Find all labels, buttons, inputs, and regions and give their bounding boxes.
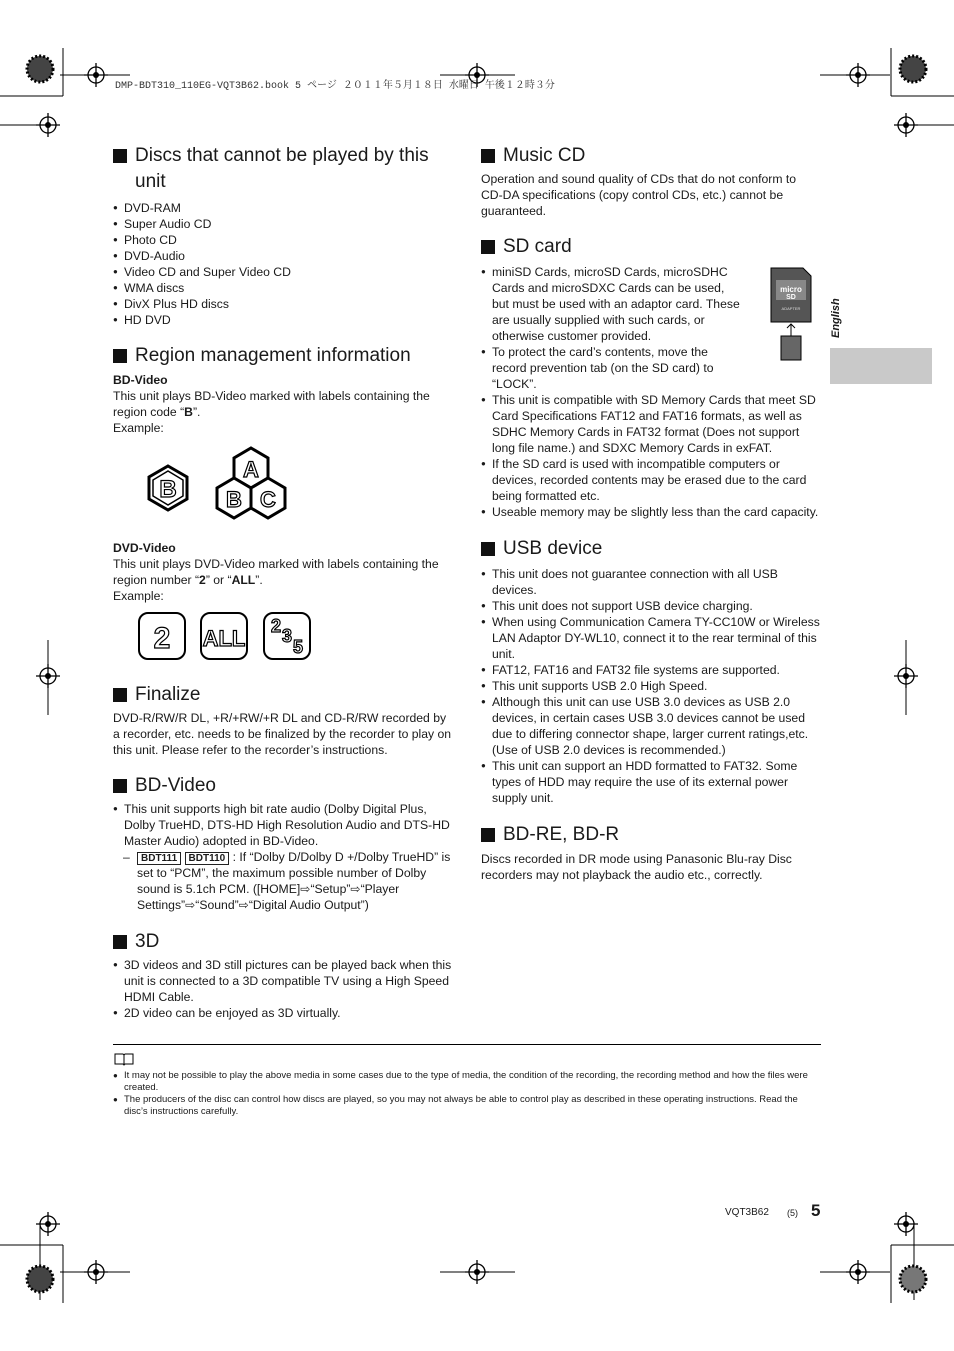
doc-sub-page: (5) xyxy=(787,1208,798,1218)
list-item: ● To protect the card’s contents, move the record prevention tab (on the SD card) to “LOCK”. xyxy=(481,344,821,392)
list-item: ● Useable memory may be slightly less than the card capacity. xyxy=(481,504,821,520)
bd-video-subitem: – BDT111 BDT110 : If “Dolby D/Dolby D +/Dolby TrueHD” is set to “PCM”, the maximum possible number of Dolby sound is 5.1ch PCM. ([HOME]⇨“Setup”⇨“Player Settings”⇨“Sound”⇨“Digital Audio Output”) xyxy=(123,850,451,912)
list-item: ● This unit does not guarantee connection with all USB devices. xyxy=(481,566,821,598)
bd-re-heading: BD-RE, BD-R xyxy=(481,822,821,848)
region-heading: Region management information xyxy=(113,343,455,369)
list-item: ● FAT12, FAT16 and FAT32 file systems are supported. xyxy=(481,662,821,678)
list-item: ● HD DVD xyxy=(113,312,455,328)
left-column xyxy=(113,143,455,1021)
list-item: ● miniSD Cards, microSD Cards, microSDHC Cards and microSDXC Cards can be used, but must be used with an adaptor card. These are usually supplied with such cards, or otherwise customer provided. xyxy=(481,264,821,344)
region-mark: 3 xyxy=(282,626,293,646)
list-item: ● Photo CD xyxy=(113,232,455,248)
dvd-video-label: DVD-Video xyxy=(113,541,176,555)
finalize-text: DVD-R/RW/R DL, +R/+RW/+R DL and CD-R/RW recorded by a recorder, etc. needs to be finalized by the recorder to play on this unit. Please refer to the recorder’s instructions. xyxy=(113,711,452,757)
right-column xyxy=(481,143,821,883)
music-cd-heading: Music CD xyxy=(481,143,821,169)
discs-heading: Discs that cannot be played by this unit xyxy=(113,143,455,195)
list-item: ● Although this unit can use USB 3.0 devices as USB 2.0 devices, in certain cases USB 3.0 devices cannot be used due to differing connector shape, larger current ratings,etc. (Use of USB 2.0 devices is recommended.) xyxy=(481,694,821,758)
list-item: ● Video CD and Super Video CD xyxy=(113,264,455,280)
region-mark: A xyxy=(243,457,259,482)
sd-card-heading: SD card xyxy=(481,234,821,260)
card-label: micro xyxy=(780,285,802,294)
footnote-item: ● The producers of the disc can control how discs are played, so you may not always be able to control play as described in these operating instructions. Read the disc’s instructions carefully. xyxy=(113,1094,821,1118)
list-item: ● This unit does not support USB device charging. xyxy=(481,598,821,614)
list-item: ● 3D videos and 3D still pictures can be played back when this unit is connected to a 3D compatible TV using a High Speed HDMI Cable. xyxy=(113,957,455,1005)
list-item: ● DivX Plus HD discs xyxy=(113,296,455,312)
music-cd-text: Operation and sound quality of CDs that do not conform to CD-DA specifications (copy control CDs, etc.) cannot be guaranteed. xyxy=(481,172,797,218)
example-label: Example: xyxy=(113,421,164,435)
list-item: ● DVD-Audio xyxy=(113,248,455,264)
list-item: ● If the SD card is used with incompatible computers or devices, recorded contents may be erased due to the card being formatted etc. xyxy=(481,456,821,504)
bd-video-list xyxy=(113,801,455,849)
3d-list xyxy=(113,957,455,1021)
list-item: ● This unit is compatible with SD Memory Cards that meet SD Card Specifications FAT12 and FAT16 formats, as well as SDHC Memory Cards in FAT32 format (Does not support long file name.) and SDXC Memory Cards in exFAT. xyxy=(481,392,821,456)
model-tag: BDT111 xyxy=(137,852,181,865)
sd-card-list xyxy=(481,264,821,520)
footnotes xyxy=(113,1070,821,1118)
bd-video-heading: BD-Video xyxy=(113,773,455,799)
dvd-region-text: This unit plays DVD-Video marked with labels containing the region number “2” or “ALL”. xyxy=(113,557,439,587)
list-item: ● DVD-RAM xyxy=(113,200,455,216)
footnote-item: ● It may not be possible to play the above media in some cases due to the type of media, the condition of the recording, the recording method and how the files were created. xyxy=(113,1070,821,1094)
region-mark: B xyxy=(159,476,177,503)
language-label: English xyxy=(830,298,842,338)
card-label: ADAPTER xyxy=(781,306,801,311)
region-mark: 5 xyxy=(293,637,304,657)
card-label: SD xyxy=(786,294,796,301)
list-item: ● 2D video can be enjoyed as 3D virtually. xyxy=(113,1005,455,1021)
list-item: ● WMA discs xyxy=(113,280,455,296)
bd-region-text: This unit plays BD-Video marked with labels containing the region code “B”. xyxy=(113,389,430,419)
doc-code: VQT3B62 xyxy=(725,1207,769,1218)
usb-list xyxy=(481,566,821,806)
bd-video-label: BD-Video xyxy=(113,373,168,387)
region-mark: 2 xyxy=(271,616,282,636)
bd-re-text: Discs recorded in DR mode using Panasonic Blu-ray Disc recorders may not playback the audio etc., correctly. xyxy=(481,852,792,882)
usb-heading: USB device xyxy=(481,536,821,562)
file-header: DMP-BDT310_110EG-VQT3B62.book 5 ページ ２０１１年５月１８日 水曜日 午後１２時３分 xyxy=(115,81,555,92)
list-item: ● When using Communication Camera TY-CC10W or Wireless LAN Adaptor DY-WL10, connect it to the rear terminal of this unit. xyxy=(481,614,821,662)
model-tag: BDT110 xyxy=(185,852,230,865)
footnote-divider xyxy=(113,1044,821,1045)
region-mark: 2 xyxy=(153,622,171,655)
discs-list xyxy=(113,200,455,328)
region-mark: B xyxy=(226,487,242,512)
region-mark: C xyxy=(260,487,276,512)
3d-heading: 3D xyxy=(113,929,455,955)
list-item: ● This unit supports high bit rate audio (Dolby Digital Plus, Dolby TrueHD, DTS-HD High Resolution Audio and DTS-HD Master Audio) adopted in BD-Video. xyxy=(113,801,455,849)
book-icon xyxy=(113,1052,135,1066)
example-label: Example: xyxy=(113,589,164,603)
page-number: 5 xyxy=(811,1201,821,1220)
bd-region-logos xyxy=(113,446,293,536)
dvd-region-logos xyxy=(113,610,333,666)
region-mark: ALL xyxy=(202,626,246,651)
list-item: ● This unit supports USB 2.0 High Speed. xyxy=(481,678,821,694)
list-item: ● This unit can support an HDD formatted to FAT32. Some types of HDD may require the use of its external power supply unit. xyxy=(481,758,821,806)
sidebar-tab xyxy=(830,348,932,384)
list-item: ● Super Audio CD xyxy=(113,216,455,232)
finalize-heading: Finalize xyxy=(113,682,455,708)
